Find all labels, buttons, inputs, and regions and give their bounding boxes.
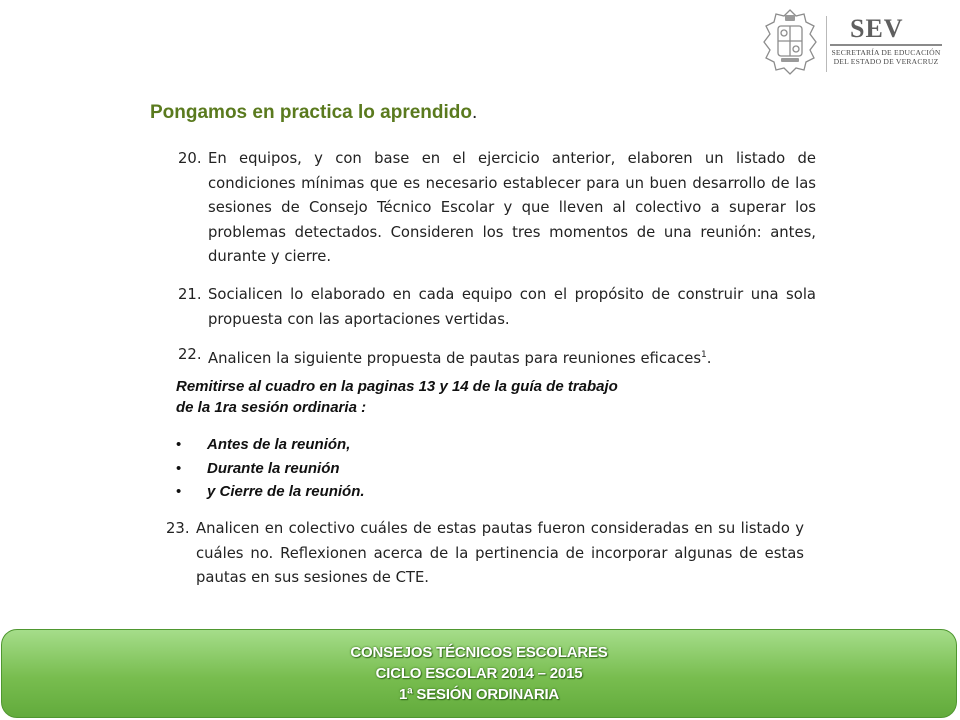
- item-text: Socialicen lo elaborado en cada equipo con el propósito de construir una sola propuesta con las aportaciones vertidas.: [208, 286, 816, 328]
- footnote-marker: 1: [701, 350, 707, 360]
- item-number: 21.: [178, 286, 202, 303]
- bullet-icon: •: [176, 483, 182, 500]
- list-item: [176, 433, 365, 457]
- instruction-item-21: [178, 283, 816, 332]
- item-text-end: .: [706, 349, 712, 367]
- meeting-phases-list: [176, 433, 365, 504]
- list-item-text: Antes de la reunión,: [207, 436, 351, 453]
- page-title: [150, 102, 477, 124]
- sev-subtitle-line2: DEL ESTADO DE VERACRUZ: [833, 57, 939, 66]
- header-logo: [760, 6, 950, 78]
- page-title-period: .: [472, 102, 478, 123]
- page-title-text: Pongamos en practica lo aprendido: [150, 102, 473, 123]
- logo-divider: [826, 16, 827, 72]
- reference-note-line1: Remitirse al cuadro en la paginas 13 y 14 de la guía de trabajo: [176, 378, 618, 395]
- instruction-item-23: [166, 517, 804, 591]
- item-text: [208, 343, 711, 371]
- item-text: Analicen en colectivo cuáles de estas pautas fueron consideradas en su listado y cuáles no. Reflexionen acerca de la pertinencia de incorporar algunas de estas pautas en sus sesiones de CTE.: [196, 520, 804, 586]
- reference-note-line2: de la 1ra sesión ordinaria :: [176, 399, 367, 416]
- item-text: En equipos, y con base en el ejercicio anterior, elaboren un listado de condiciones mínimas que es necesario establecer para un buen desarrollo de las sesiones de Consejo Técnico Escolar y que lleven al colectivo a superar los problemas detectados. Consideren los tres momentos de una reunión: antes, durante y cierre.: [208, 150, 816, 265]
- list-item: [176, 480, 365, 504]
- sev-subtitle-line1: SECRETARÍA DE EDUCACIÓN: [831, 48, 941, 57]
- footer-line2: CICLO ESCOLAR 2014 – 2015: [375, 665, 583, 682]
- bullet-icon: •: [176, 436, 182, 453]
- footer-banner: [1, 629, 957, 718]
- list-item: [176, 457, 365, 481]
- item-number: 23.: [166, 520, 190, 537]
- instruction-item-22: [178, 343, 816, 371]
- list-item-text: Durante la reunión: [207, 459, 340, 477]
- sev-brand: SEV: [850, 14, 904, 43]
- list-item-text: y Cierre de la reunión.: [207, 483, 365, 500]
- instruction-item-20: [178, 147, 816, 270]
- footer-line1: CONSEJOS TÉCNICOS ESCOLARES: [350, 644, 608, 661]
- footer-line3: 1ª SESIÓN ORDINARIA: [398, 686, 560, 703]
- sev-subtitle: [830, 48, 942, 66]
- item-number: 22.: [178, 346, 202, 363]
- veracruz-seal-icon: [760, 6, 820, 78]
- bullet-icon: •: [176, 459, 182, 477]
- item-number: 20.: [178, 150, 202, 167]
- reference-note: [176, 376, 756, 418]
- item-text-body: Analicen la siguiente propuesta de pautas para reuniones eficaces: [208, 349, 702, 367]
- sev-divider: [830, 44, 942, 46]
